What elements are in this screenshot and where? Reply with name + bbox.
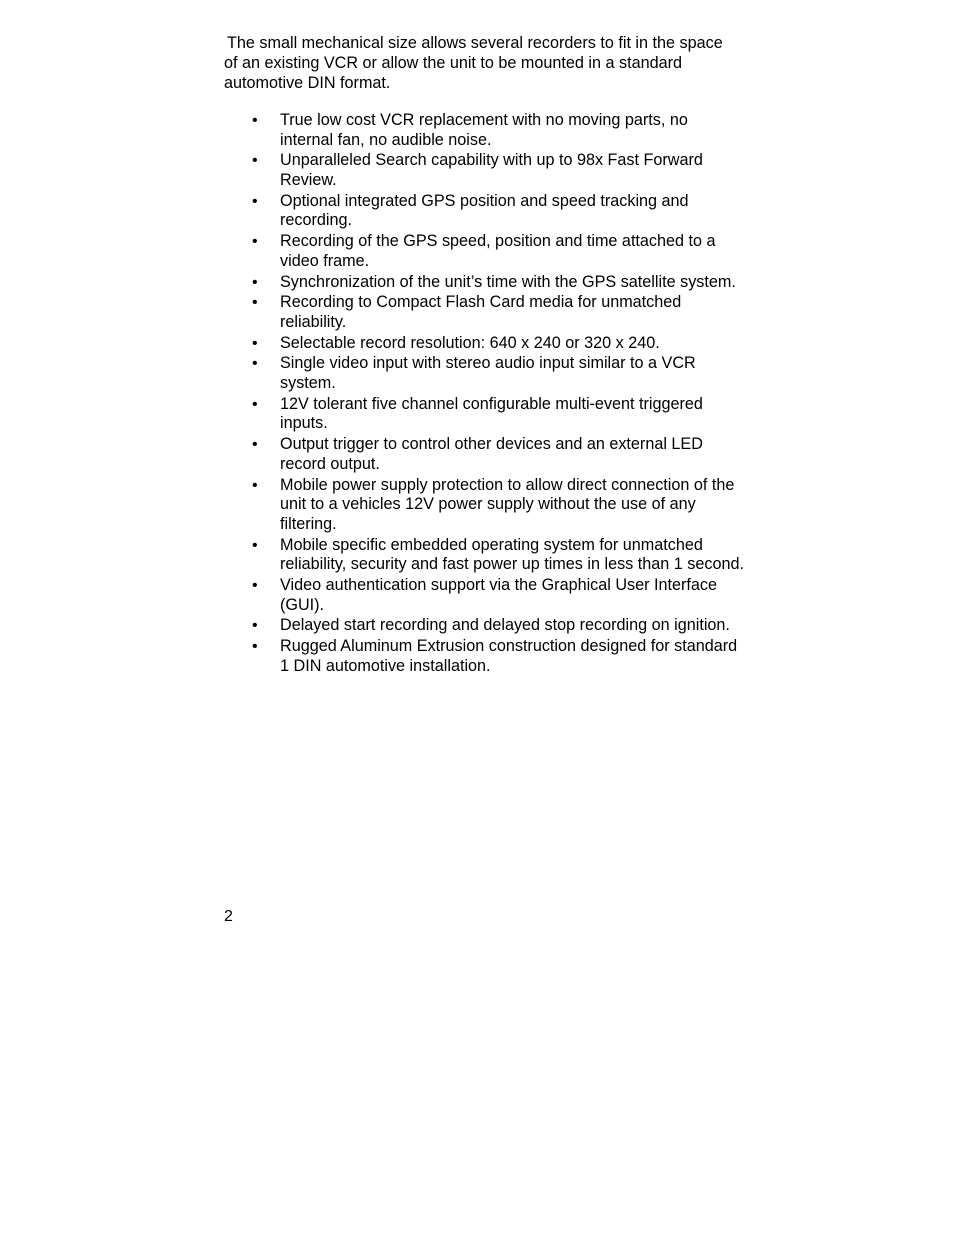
bullet-icon: •: [252, 192, 258, 210]
feature-item: [224, 476, 744, 535]
bullet-icon: •: [252, 536, 258, 554]
feature-list: [224, 111, 744, 677]
feature-text: Mobile power supply protection to allow direct connection of the unit to a vehicles 12V power supply without the use of any filtering.: [280, 475, 735, 533]
feature-text: Optional integrated GPS position and speed tracking and recording.: [280, 191, 689, 230]
feature-item: [224, 334, 744, 354]
bullet-icon: •: [252, 273, 258, 291]
feature-text: Unparalleled Search capability with up to 98x Fast Forward Review.: [280, 151, 703, 189]
feature-item: [224, 151, 744, 190]
feature-item: [224, 637, 744, 676]
bullet-icon: •: [252, 112, 258, 129]
bullet-icon: •: [252, 476, 258, 494]
feature-text: Synchronization of the unit’s time with the GPS satellite system.: [280, 272, 736, 291]
feature-text: Mobile specific embedded operating system for unmatched reliability, security and fast power up times in less than 1 second.: [280, 535, 744, 574]
feature-text: Rugged Aluminum Extrusion construction designed for standard 1 DIN automotive installation.: [280, 637, 738, 675]
bullet-icon: •: [252, 294, 258, 312]
feature-item: [224, 111, 744, 150]
feature-text: 12V tolerant five channel configurable multi-event triggered inputs.: [280, 394, 703, 433]
intro-paragraph: The small mechanical size allows several recorders to fit in the space of an existing VCR or allow the unit to be mounted in a standard automotive DIN format.: [224, 34, 723, 92]
feature-item: [224, 616, 744, 636]
feature-item: [224, 395, 744, 434]
feature-item: [224, 536, 744, 575]
feature-text: Output trigger to control other devices and an external LED record output.: [280, 435, 703, 473]
bullet-icon: •: [252, 355, 258, 373]
bullet-icon: •: [252, 617, 258, 635]
feature-text: True low cost VCR replacement with no moving parts, no internal fan, no audible noise.: [280, 111, 688, 149]
bullet-icon: •: [252, 436, 258, 454]
feature-item: [224, 232, 744, 271]
feature-text: Single video input with stereo audio input similar to a VCR system.: [280, 354, 696, 393]
page-number: 2: [224, 908, 233, 925]
feature-item: [224, 354, 744, 393]
bullet-icon: •: [252, 334, 258, 352]
feature-item: [224, 293, 744, 332]
bullet-icon: •: [252, 233, 258, 251]
feature-item: [224, 576, 744, 615]
feature-item: [224, 192, 744, 231]
feature-text: Video authentication support via the Graphical User Interface (GUI).: [280, 575, 718, 614]
feature-text: Recording of the GPS speed, position and time attached to a video frame.: [280, 232, 716, 270]
feature-text: Delayed start recording and delayed stop recording on ignition.: [280, 616, 730, 635]
bullet-icon: •: [252, 638, 258, 656]
feature-item: [224, 273, 744, 293]
bullet-icon: •: [252, 576, 258, 594]
bullet-icon: •: [252, 152, 258, 170]
bullet-icon: •: [252, 395, 258, 413]
feature-item: [224, 435, 744, 474]
feature-text: Recording to Compact Flash Card media for unmatched reliability.: [280, 293, 682, 331]
feature-text: Selectable record resolution: 640 x 240 or 320 x 240.: [280, 333, 660, 352]
